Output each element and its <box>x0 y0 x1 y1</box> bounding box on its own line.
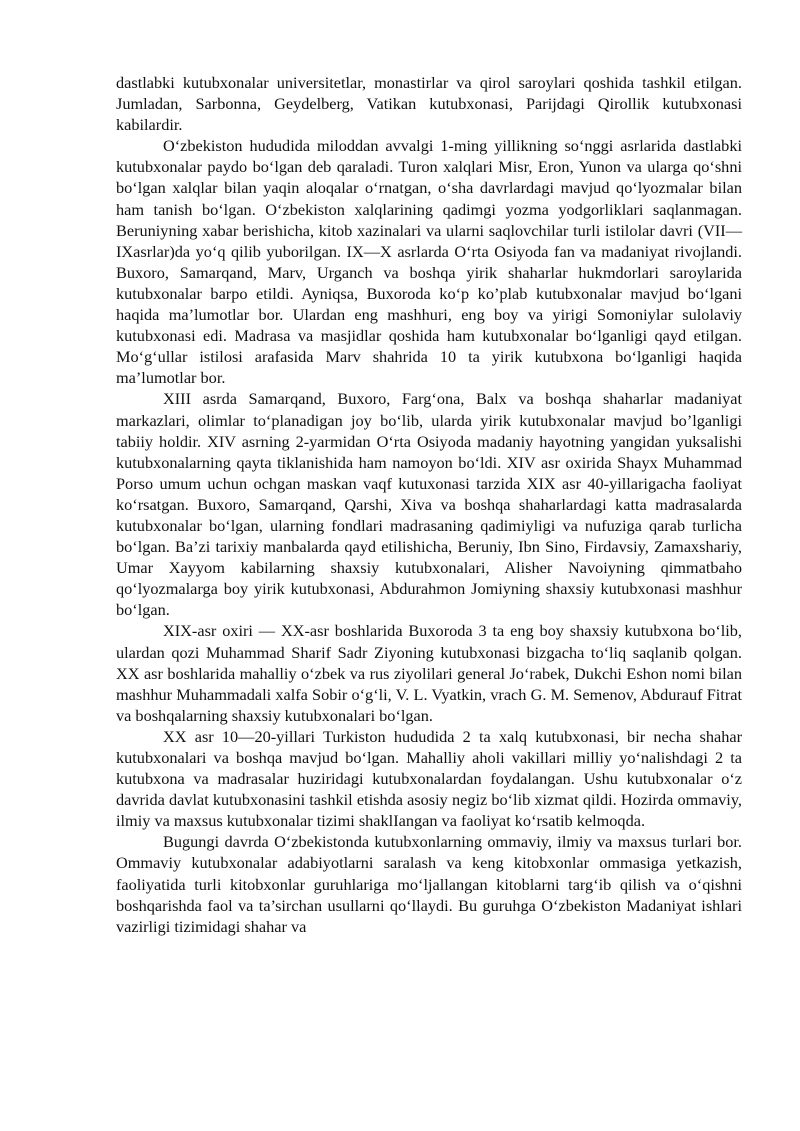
paragraph-early-libraries-uzbekistan: O‘zbekiston hududida miloddan avvalgi 1-ming yillikning so‘nggi asrlarida dastlabki kutubxonalar paydo bo‘lgan deb qaraladi. Turon xalqlari Misr, Eron, Yunon va ularga qo‘shni bo‘lgan xalqlar bilan yaqin aloqalar o‘rnatgan, o‘sha davrlardagi mavjud qo‘lyozmalar bilan ham tanish bo‘lgan. O‘zbekiston xalqlarining qadimgi yozma yodgorliklari saqlanmagan. Beruniyning xabar berishicha, kitob xazinalari va ularni saqlovchilar turli istilolar davri (VII—IXasrlar)da yo‘q qilib yuborilgan. IX—X asrlarda O‘rta Osiyoda fan va madaniyat rivojlandi. Buxoro, Samarqand, Marv, Urganch va boshqa yirik shaharlar hukmdorlari saroylarida kutubxonalar barpo etildi. Ayniqsa, Buxoroda ko‘p ko’plab kutubxonalar mavjud bo‘lgani haqida ma’lumotlar bor. Ulardan eng mashhuri, eng boy va yirigi Somoniylar sulolaviy kutubxonasi edi. Madrasa va masjidlar qoshida ham kutubxonalar bo‘lganligi qayd etilgan. Mo‘g‘ullar istilosi arafasida Marv shahrida 10 ta yirik kutubxona bo‘lganligi haqida ma’lumotlar bor. <box>116 136 742 388</box>
paragraph-continuation: dastlabki kutubxonalar universitetlar, monastirlar va qirol saroylari qoshida tashkil etilgan. Jumladan, Sarbonna, Geydelberg, Vatikan kutubxonasi, Parijdagi Qirollik kutubxonasi kabilardir. <box>116 73 742 135</box>
paragraph-turkestan-1910s-1920s: XX asr 10—20-yillari Turkiston hududida 2 ta xalq kutubxonasi, bir necha shahar kutubxonalari va boshqa mavjud bo‘lgan. Mahalliy aholi vakillari milliy yo‘nalishdagi 2 ta kutubxona va madrasalar huziridagi kutubxonalardan foydalangan. Ushu kutubxonalar o‘z davrida davlat kutubxonasini tashkil etishda asosiy negiz bo‘lib xizmat qildi. Hozirda ommaviy, ilmiy va maxsus kutubxonalar tizimi shaklIangan va faoliyat ko‘rsatib kelmoqda. <box>116 726 742 831</box>
paragraph-19th-20th-century: XIX-asr oxiri — XX-asr boshlarida Buxoroda 3 ta eng boy shaxsiy kutubxona bo‘lib, ulardan qozi Muhammad Sharif Sadr Ziyoning kutubxonasi bizgacha to‘liq saqlanib qolgan. XX asr boshlarida mahalliy o‘zbek va rus ziyolilari general Jo‘rabek, Dukchi Eshon nomi bilan mashhur Muhammadali xalfa Sobir o‘g‘li, V. L. Vyatkin, vrach G. M. Semenov, Abdurauf Fitrat va boshqalarning shaxsiy kutubxonalari bo‘lgan. <box>116 621 742 725</box>
document-page <box>116 72 742 937</box>
paragraph-13th-14th-century: XIII asrda Samarqand, Buxoro, Farg‘ona, Balx va boshqa shaharlar madaniyat markazlari, olimlar to‘planadigan joy bo‘lib, ularda yirik kutubxonalar mavjud bo’lganligi tabiiy holdir. XIV asrning 2-yarmidan O‘rta Osiyoda madaniy hayotning yangidan yuksalishi kutubxonalarning qayta tiklanishida ham namoyon bo‘ldi. XIV asr oxirida Shayx Muhammad Porso umum uchun ochgan maskan vaqf kutuxonasi tarzida XIX asr 40-yillarigacha faoliyat ko‘rsatgan. Buxoro, Samarqand, Qarshi, Xiva va boshqa shaharlardagi katta madrasalarda kutubxonalar bo‘lgan, ularning fondlari madrasaning qadimiyligi va nufuziga qarab turlicha bo‘lgan. Ba’zi tarixiy manbalarda qayd etilishicha, Beruniy, Ibn Sino, Firdavsiy, Zamaxshariy, Umar Xayyom kabilarning shaxsiy kutubxonalari, Alisher Navoiyning qimmatbaho qo‘lyozmalarga boy yirik kutubxonasi, Abdurahmon Jomiyning shaxsiy kutubxonasi mashhur bo‘lgan. <box>116 389 742 620</box>
paragraph-present-day: Bugungi davrda O‘zbekistonda kutubxonlarning ommaviy, ilmiy va maxsus turlari bor. Ommaviy kutubxonalar adabiyotlarni saralash va keng kitobxonlar ommasiga yetkazish, faoliyatida turli kitobxonlar guruhlariga mo‘ljallangan kitoblarni targ‘ib qilish va o‘qishni boshqarishda faol va ta’sirchan usullarni qo‘llaydi. Bu guruhga O‘zbekiston Madaniyat ishlari vazirligi tizimidagi shahar va <box>116 832 742 936</box>
